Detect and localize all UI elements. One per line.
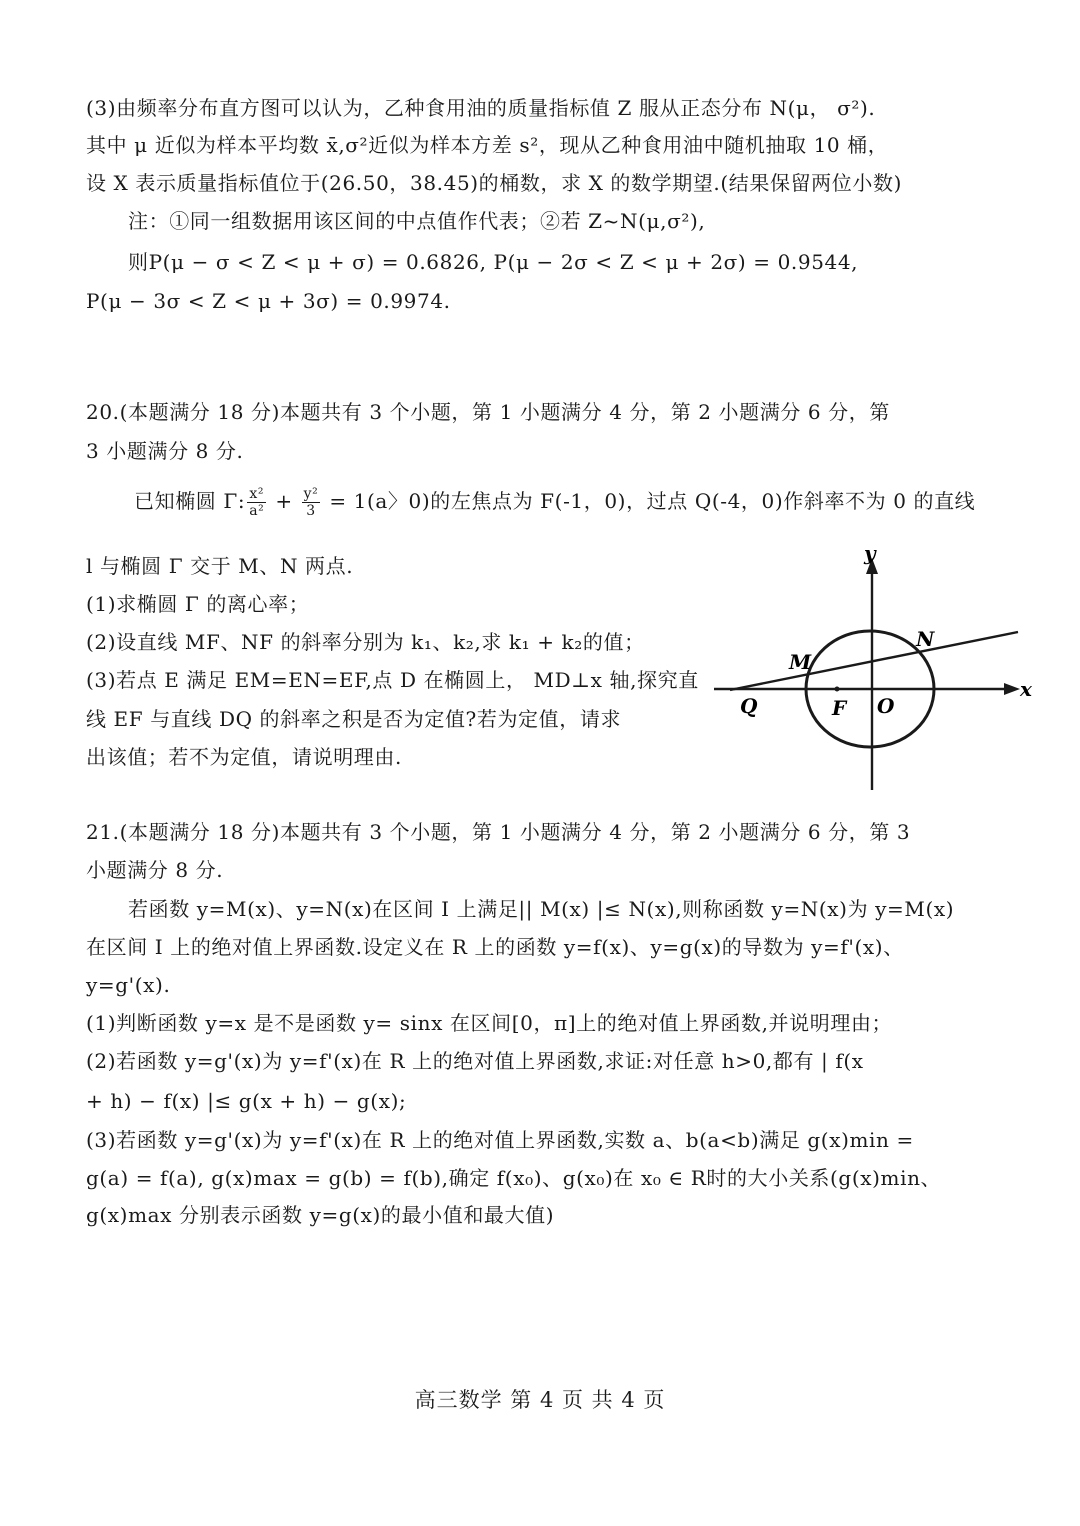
q19-note-line2: 则P(μ − σ < Z < μ + σ) = 0.6826, P(μ − 2σ < Z < μ + 2σ) = 0.9544, <box>128 250 859 274</box>
ellipse-figure <box>700 540 1040 800</box>
q19-part3-line1: (3)由频率分布直方图可以认为，乙种食用油的质量指标值 Z 服从正态分布 N(μ， σ²). <box>86 96 876 120</box>
fraction-x: $\frac{\text{x²}}{\text{a²}}$ <box>249 486 265 519</box>
q20-sub3-line1: (3)若点 E 满足 EM=EN=EF,点 D 在椭圆上， MD⊥x 轴,探究直 <box>86 668 699 692</box>
q19-part3-line2: 其中 μ 近似为样本平均数 x̄,σ²近似为样本方差 s²，现从乙种食用油中随机抽取 10 桶， <box>86 133 889 157</box>
label-y: y <box>864 541 876 565</box>
point-f <box>835 687 840 692</box>
q20-header-line2: 3 小题满分 8 分. <box>86 439 244 463</box>
q20-stem-prefix: 已知椭圆 Γ: <box>134 489 246 513</box>
q20-header-line1: 20.(本题满分 18 分)本题共有 3 个小题，第 1 小题满分 4 分，第 2 小题满分 6 分，第 <box>86 400 890 424</box>
q19-part3-line3: 设 X 表示质量指标值位于(26.50，38.45)的桶数，求 X 的数学期望.(结果保留两位小数) <box>86 171 902 195</box>
label-f: F <box>832 696 847 720</box>
fraction-y: $\frac{\text{y²}}{3}$ <box>303 486 319 519</box>
label-n: N <box>916 627 935 651</box>
q21-sub2-line1: (2)若函数 y=g'(x)为 y=f'(x)在 R 上的绝对值上界函数,求证:对任意 h>0,都有 | f(x <box>86 1049 864 1073</box>
q21-header-line1: 21.(本题满分 18 分)本题共有 3 个小题，第 1 小题满分 4 分，第 2 小题满分 6 分，第 3 <box>86 820 911 844</box>
page-footer: 高三数学 第 4 页 共 4 页 <box>414 1388 666 1412</box>
x-axis-arrow <box>1004 683 1020 695</box>
q20-sub1: (1)求椭圆 Γ 的离心率； <box>86 592 310 616</box>
q21-def-line3: y=g'(x). <box>86 973 171 997</box>
q20-stem: 已知椭圆 Γ: $\frac{\text{x²}}{\text{a²}}$ + $\frac{\text{y²}}{3}$ = 1(a〉0)的左焦点为 F(-1，0)，过点 Q(-4，0)作斜率不为 0 的直线 <box>134 486 976 519</box>
q21-sub3-line1: (3)若函数 y=g'(x)为 y=f'(x)在 R 上的绝对值上界函数,实数 a、b(a<b)满足 g(x)min = <box>86 1128 914 1152</box>
q21-sub2-line2: + h) − f(x) |≤ g(x + h) − g(x); <box>86 1089 407 1113</box>
line-l <box>730 632 1018 690</box>
label-x: x <box>1020 677 1032 701</box>
q21-def-line1: 若函数 y=M(x)、y=N(x)在区间 I 上满足|| M(x) |≤ N(x),则称函数 y=N(x)为 y=M(x) <box>128 897 955 921</box>
q19-note-line1: 注：①同一组数据用该区间的中点值作代表；②若 Z~N(μ,σ²), <box>128 209 706 233</box>
q20-sub2: (2)设直线 MF、NF 的斜率分别为 k₁、k₂,求 k₁ + k₂的值； <box>86 630 645 654</box>
q19-note-line3: P(μ − 3σ < Z < μ + 3σ) = 0.9974. <box>86 289 451 313</box>
label-q: Q <box>740 694 758 718</box>
q21-sub3-line3: g(x)max 分别表示函数 y=g(x)的最小值和最大值) <box>86 1203 555 1227</box>
q21-def-line2: 在区间 I 上的绝对值上界函数.设定义在 R 上的函数 y=f(x)、y=g(x)的导数为 y=f'(x)、 <box>86 935 904 959</box>
q21-sub1: (1)判断函数 y=x 是不是函数 y= sinx 在区间[0，π]上的绝对值上界函数,并说明理由； <box>86 1011 893 1035</box>
q20-stem-suffix: = 1(a〉0)的左焦点为 F(-1，0)，过点 Q(-4，0)作斜率不为 0 的直线 <box>322 489 976 513</box>
label-o: O <box>877 694 895 718</box>
q20-sub3-line2: 线 EF 与直线 DQ 的斜率之积是否为定值?若为定值，请求 <box>86 707 622 731</box>
q20-sub3-line3: 出该值；若不为定值，请说明理由. <box>86 745 402 769</box>
q21-sub3-line2: g(a) = f(a), g(x)max = g(b) = f(b),确定 f(x₀)、g(x₀)在 x₀ ∈ R时的大小关系(g(x)min、 <box>86 1166 942 1190</box>
label-m: M <box>789 650 812 674</box>
q20-line-after: l 与椭圆 Γ 交于 M、N 两点. <box>86 554 354 578</box>
q21-header-line2: 小题满分 8 分. <box>86 858 224 882</box>
